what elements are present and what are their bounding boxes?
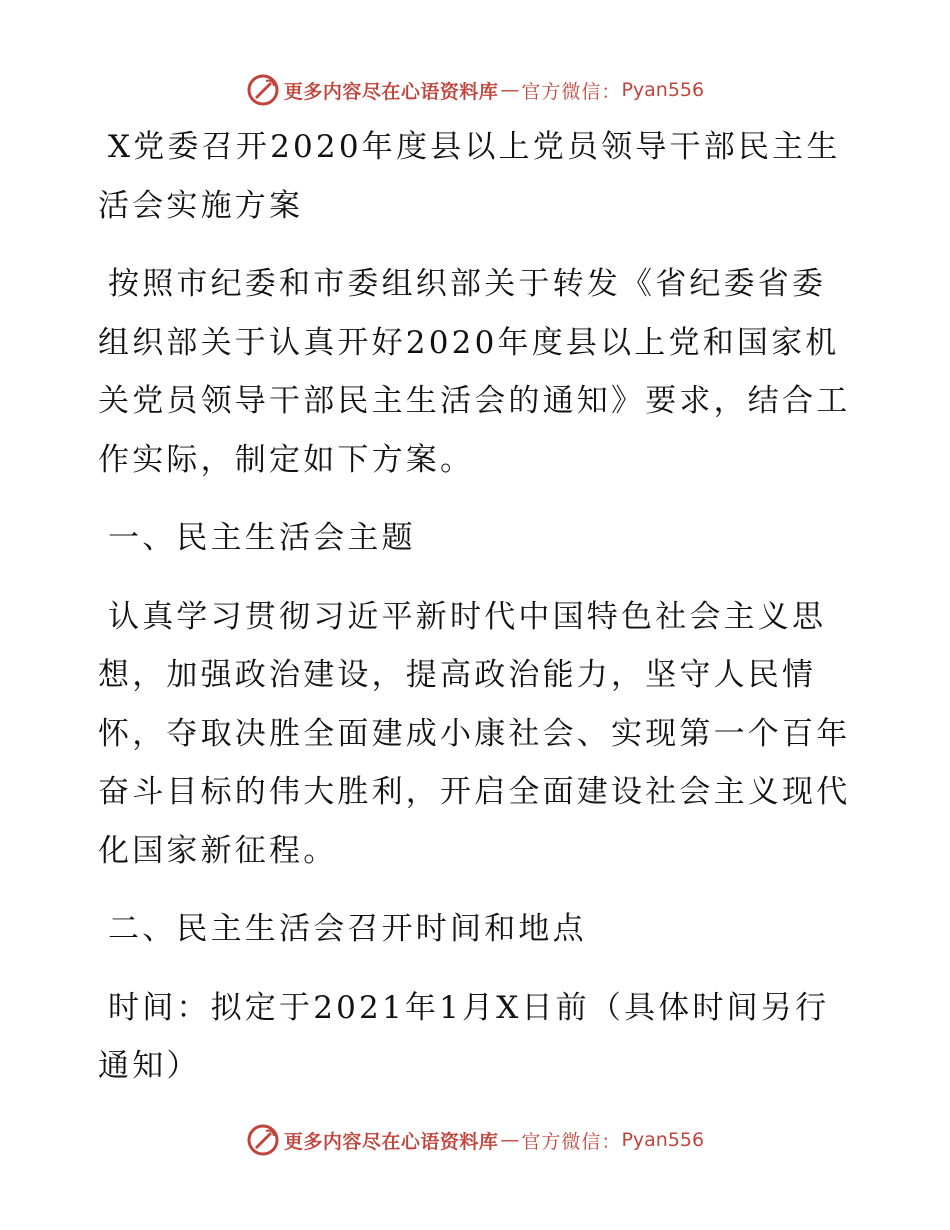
section2-time: 时间：拟定于2021年1月X日前（具体时间另行通知） [98,989,830,1084]
watermark-contact-id: Pyan556 [621,79,705,101]
watermark-contact-id: Pyan556 [621,1129,705,1151]
footer-watermark [0,1120,950,1160]
watermark-contact-label: 官方微信： [521,1130,622,1153]
watermark-separator: — [500,79,520,101]
intro-paragraph: 按照市纪委和市委组织部关于转发《省纪委省委组织部关于认真开好2020年度县以上党和国家机关党员领导干部民主生活会的通知》要求，结合工作实际，制定如下方案。 [98,266,851,478]
section1-body: 认真学习贯彻习近平新时代中国特色社会主义思想，加强政治建设，提高政治能力，坚守人民情怀，夺取决胜全面建成小康社会、实现第一个百年奋斗目标的伟大胜利，开启全面建设社会主义现代化国家新征程。 [98,598,851,869]
watermark-separator: — [500,1129,520,1151]
watermark-contact-label: 官方微信： [521,80,622,103]
watermark-brand-text: 更多内容尽在心语资料库 [283,80,499,103]
watermark-brand-text: 更多内容尽在心语资料库 [283,1130,499,1153]
quill-seal-icon [246,1123,280,1157]
section2-heading: 二、民主生活会召开时间和地点 [108,911,587,947]
header-watermark [0,70,950,110]
document-body [98,118,858,1096]
quill-seal-icon [246,73,280,107]
document-title: X党委召开2020年度县以上党员领导干部民主生活会实施方案 [98,129,841,224]
section1-heading: 一、民主生活会主题 [108,520,416,556]
